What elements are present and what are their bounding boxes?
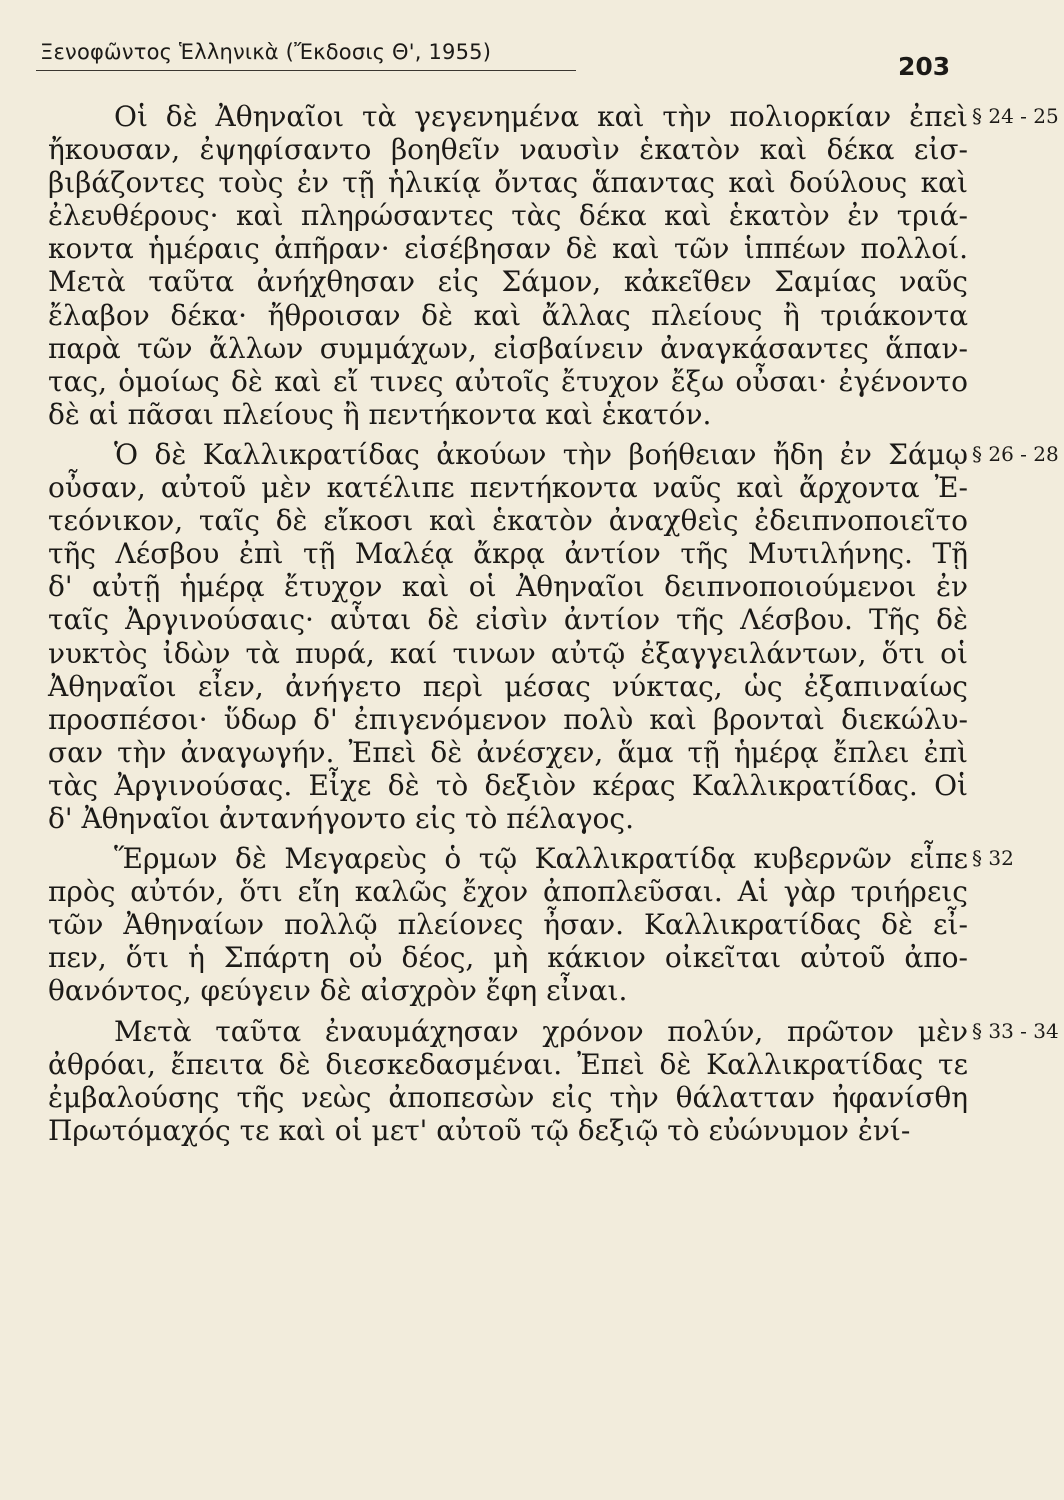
- text-line: ἐμβαλούσης τῆς νεὼς ἀποπεσὼν εἰς τὴν θάλατταν ἠφανίσθη: [48, 1080, 968, 1114]
- section-reference: § 33 - 34: [972, 1018, 1059, 1043]
- section-reference: § 24 - 25: [972, 104, 1059, 128]
- text-line: ἐλευθέρους· καὶ πληρώσαντες τὰς δέκα καὶ ἑκατὸν ἐν τριά-: [48, 199, 968, 233]
- text-line: σαν τὴν ἀναγωγήν. Ἐπεὶ δὲ ἀνέσχεν, ἅμα τῇ ἡμέρᾳ ἔπλει ἐπὶ: [48, 735, 968, 769]
- text-line: ἤκουσαν, ἐψηφίσαντο βοηθεῖν ναυσὶν ἑκατὸν καὶ δέκα εἰσ-: [48, 133, 968, 167]
- section-reference: § 26 - 28: [972, 441, 1059, 466]
- text-line: τας, ὁμοίως δὲ καὶ εἴ τινες αὐτοῖς ἔτυχον ἔξω οὖσαι· ἐγένοντο: [48, 364, 968, 398]
- paragraph: [48, 437, 1059, 835]
- text-line: τεόνικον, ταῖς δὲ εἴκοσι καὶ ἑκατὸν ἀναχθεὶς ἐδειπνοποιεῖτο: [48, 504, 968, 538]
- text-line: βιβάζοντες τοὺς ἐν τῇ ἡλικίᾳ ὄντας ἅπαντας καὶ δούλους καὶ: [48, 166, 968, 200]
- text-line: παρὰ τῶν ἄλλων συμμάχων, εἰσβαίνειν ἀναγκάσαντες ἅπαν-: [48, 331, 968, 365]
- text-line: δ' Ἀθηναῖοι ἀντανήγοντο εἰς τὸ πέλαγος.: [48, 801, 634, 835]
- text-line: Οἱ δὲ Ἀθηναῖοι τὰ γεγενημένα καὶ τὴν πολιορκίαν ἐπεὶ: [114, 100, 968, 133]
- running-header: Ξενοφῶντος Ἑλληνικὰ (Ἔκδοσις Θ', 1955): [40, 40, 492, 64]
- header-rule: [36, 70, 576, 71]
- text-line: Ἕρμων δὲ Μεγαρεὺς ὁ τῷ Καλλικρατίδᾳ κυβερνῶν εἶπε: [114, 842, 968, 876]
- text-line: Ὁ δὲ Καλλικρατίδας ἀκούων τὴν βοήθειαν ἤδη ἐν Σάμῳ: [114, 437, 968, 471]
- paragraph: [48, 1014, 1059, 1147]
- text-line: νυκτὸς ἰδὼν τὰ πυρά, καί τινων αὐτῷ ἐξαγγειλάντων, ὅτι οἱ: [48, 636, 968, 670]
- main-text: [48, 100, 1059, 1154]
- text-line: δὲ αἱ πᾶσαι πλείους ἢ πεντήκοντα καὶ ἑκατόν.: [48, 397, 712, 431]
- text-line: τὰς Ἀργινούσας. Εἶχε δὲ τὸ δεξιὸν κέρας Καλλικρατίδας. Οἱ: [48, 768, 968, 802]
- text-line: Πρωτόμαχός τε καὶ οἱ μετ' αὐτοῦ τῷ δεξιῷ τὸ εὐώνυμον ἐνί-: [48, 1113, 911, 1147]
- text-line: πρὸς αὐτόν, ὅτι εἴη καλῶς ἔχον ἀποπλεῦσαι. Αἱ γὰρ τριήρεις: [48, 875, 968, 909]
- text-line: τῆς Λέσβου ἐπὶ τῇ Μαλέᾳ ἄκρᾳ ἀντίον τῆς Μυτιλήνης. Τῇ: [48, 537, 968, 571]
- text-line: πεν, ὅτι ἡ Σπάρτη οὐ δέος, μὴ κάκιον οἰκεῖται αὐτοῦ ἀπο-: [48, 941, 968, 975]
- text-line: προσπέσοι· ὕδωρ δ' ἐπιγενόμενον πολὺ καὶ βρονταὶ διεκώλυ-: [48, 702, 968, 736]
- page-number: 203: [898, 52, 951, 81]
- text-line: κοντα ἡμέραις ἀπῆραν· εἰσέβησαν δὲ καὶ τῶν ἱππέων πολλοί.: [48, 232, 968, 266]
- text-line: δ' αὐτῇ ἡμέρᾳ ἔτυχον καὶ οἱ Ἀθηναῖοι δειπνοποιούμενοι ἐν: [48, 570, 968, 604]
- text-line: τῶν Ἀθηναίων πολλῷ πλείονες ἦσαν. Καλλικρατίδας δὲ εἶ-: [48, 908, 968, 942]
- text-line: θανόντος, φεύγειν δὲ αἰσχρὸν ἔφη εἶναι.: [48, 974, 628, 1008]
- text-line: ταῖς Ἀργινούσαις· αὗται δὲ εἰσὶν ἀντίον τῆς Λέσβου. Τῆς δὲ: [48, 603, 968, 637]
- text-line: ἀθρόαι, ἔπειτα δὲ διεσκεδασμέναι. Ἐπεὶ δὲ Καλλικρατίδας τε: [48, 1047, 968, 1081]
- text-line: Μετὰ ταῦτα ἐναυμάχησαν χρόνον πολύν, πρῶτον μὲν: [114, 1014, 968, 1048]
- text-line: οὖσαν, αὐτοῦ μὲν κατέλιπε πεντήκοντα ναῦς καὶ ἄρχοντα Ἐ-: [48, 471, 968, 505]
- text-line: Ἀθηναῖοι εἶεν, ἀνήγετο περὶ μέσας νύκτας, ὡς ἐξαπιναίως: [48, 669, 968, 703]
- text-line: ἔλαβον δέκα· ἤθροισαν δὲ καὶ ἄλλας πλείους ἢ τριάκοντα: [48, 298, 968, 332]
- paragraph: [48, 842, 1014, 1008]
- text-line: Μετὰ ταῦτα ἀνήχθησαν εἰς Σάμον, κἀκεῖθεν Σαμίας ναῦς: [48, 265, 968, 299]
- section-reference: § 32: [972, 846, 1014, 871]
- paragraph: [48, 100, 1059, 431]
